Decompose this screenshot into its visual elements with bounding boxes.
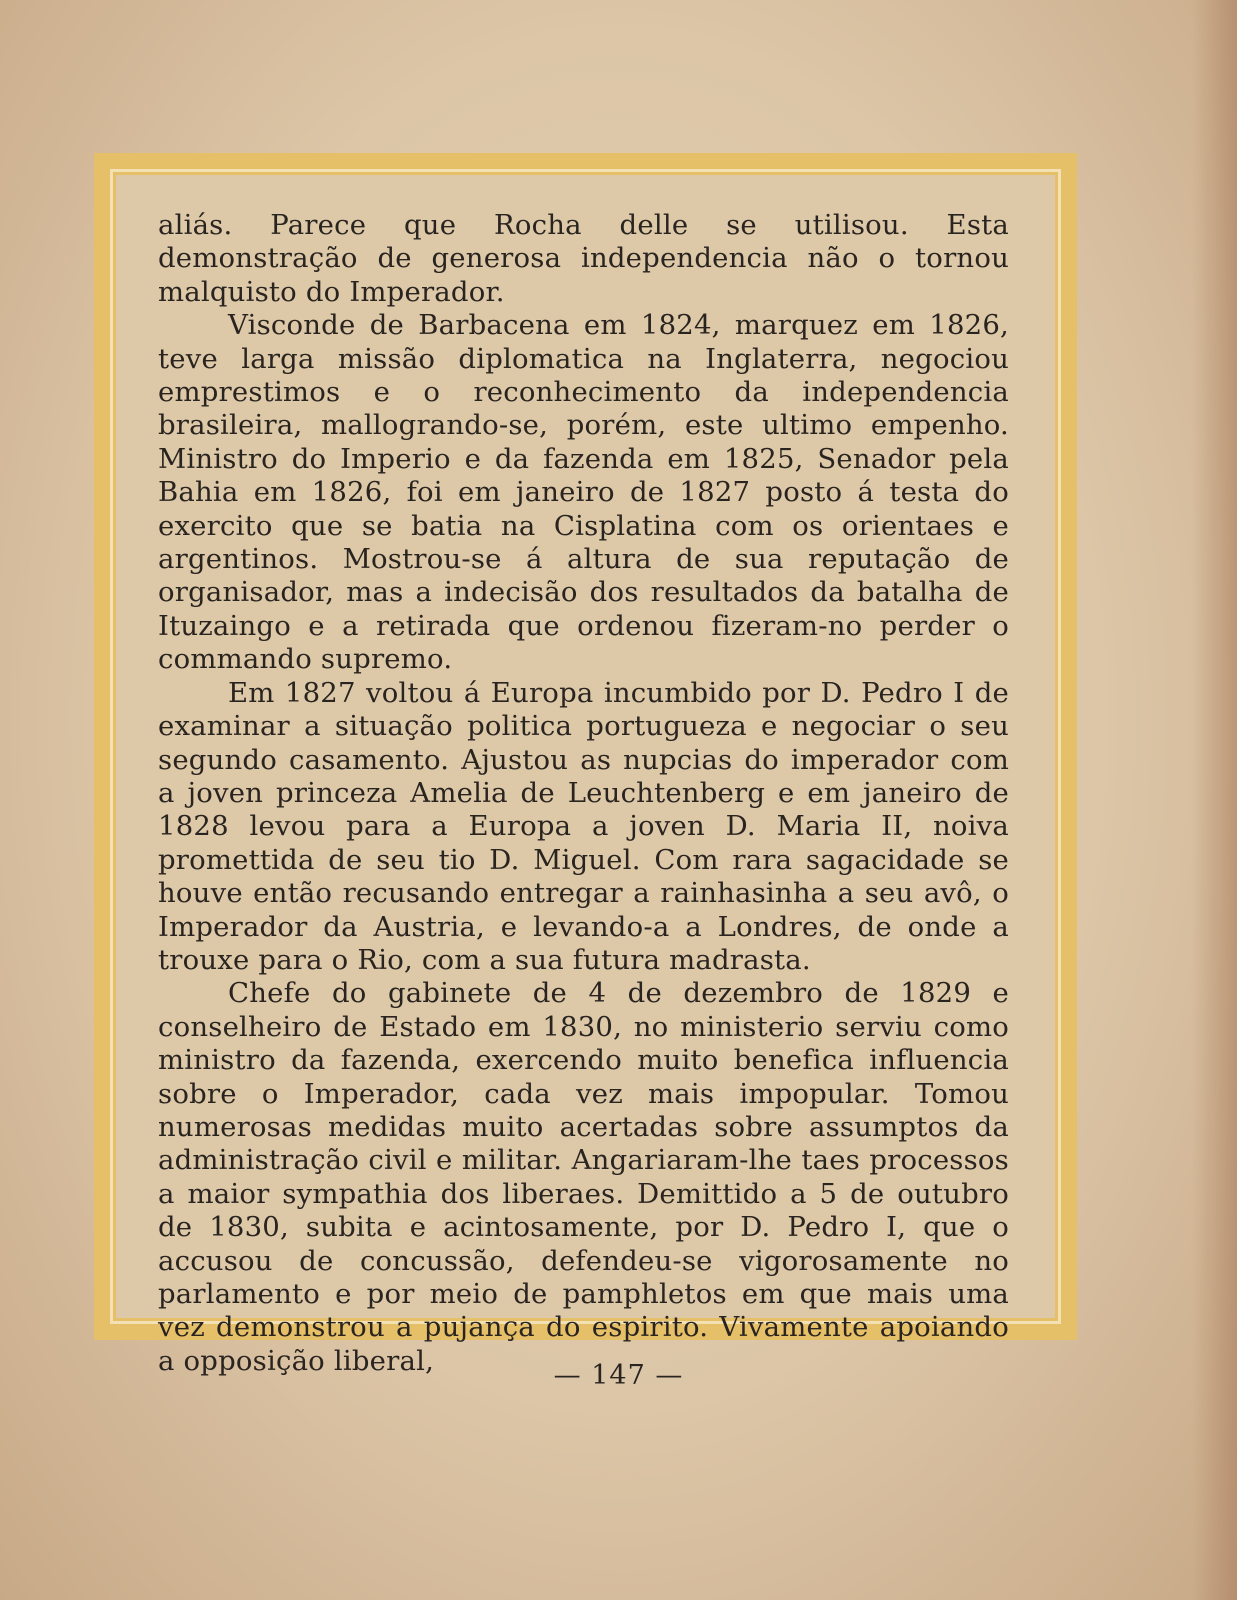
paragraph-2: Visconde de Barbacena em 1824, marquez em 1826, teve larga missão diplomatica na Inglaterra, negociou emprestimos e o reconhecimento da independencia brasileira, mallogrando-se, porém, este ultimo empenho. Ministro do Imperio e da fazenda em 1825, Senador pela Bahia em 1826, foi em janeiro de 1827 posto á testa do exercito que se batia na Cisplatina com os orientaes e argentinos. Mostrou-se á altura de sua reputação de organisador, mas a indecisão dos resultados da batalha de Ituzaingo e a retirada que ordenou fizeram-no perder o commando supremo. (158, 309, 1009, 676)
paragraph-4: Chefe do gabinete de 4 de dezembro de 1829 e conselheiro de Estado em 1830, no ministerio serviu como ministro da fazenda, exercendo muito benefica influencia sobre o Imperador, cada vez mais impopular. Tomou numerosas medidas muito acertadas sobre assumptos da administração civil e militar. Angariaram-lhe taes processos a maior sympathia dos liberaes. Demittido a 5 de outubro de 1830, subita e acintosamente, por D. Pedro I, que o accusou de concussão, defendeu-se vigorosamente no parlamento e por meio de pamphletos em que mais uma vez demonstrou a pujança do espirito. Vivamente apoiando a opposição liberal, (158, 977, 1009, 1377)
page-number: — 147 — (553, 1360, 684, 1391)
paragraph-3: Em 1827 voltou á Europa incumbido por D. Pedro I de examinar a situação politica portugueza e negociar o seu segundo casamento. Ajustou as nupcias do imperador com a joven princeza Amelia de Leuchtenberg e em janeiro de 1828 levou para a Europa a joven D. Maria II, noiva promettida de seu tio D. Miguel. Com rara sagacidade se houve então recusando entregar a rainhasinha a seu avô, o Imperador da Austria, e levando-a a Londres, de onde a trouxe para o Rio, com a sua futura madrasta. (158, 676, 1009, 976)
paragraph-1: aliás. Parece que Rocha delle se utilisou. Esta demonstração de generosa independencia não o tornou malquisto do Imperador. (158, 209, 1009, 308)
